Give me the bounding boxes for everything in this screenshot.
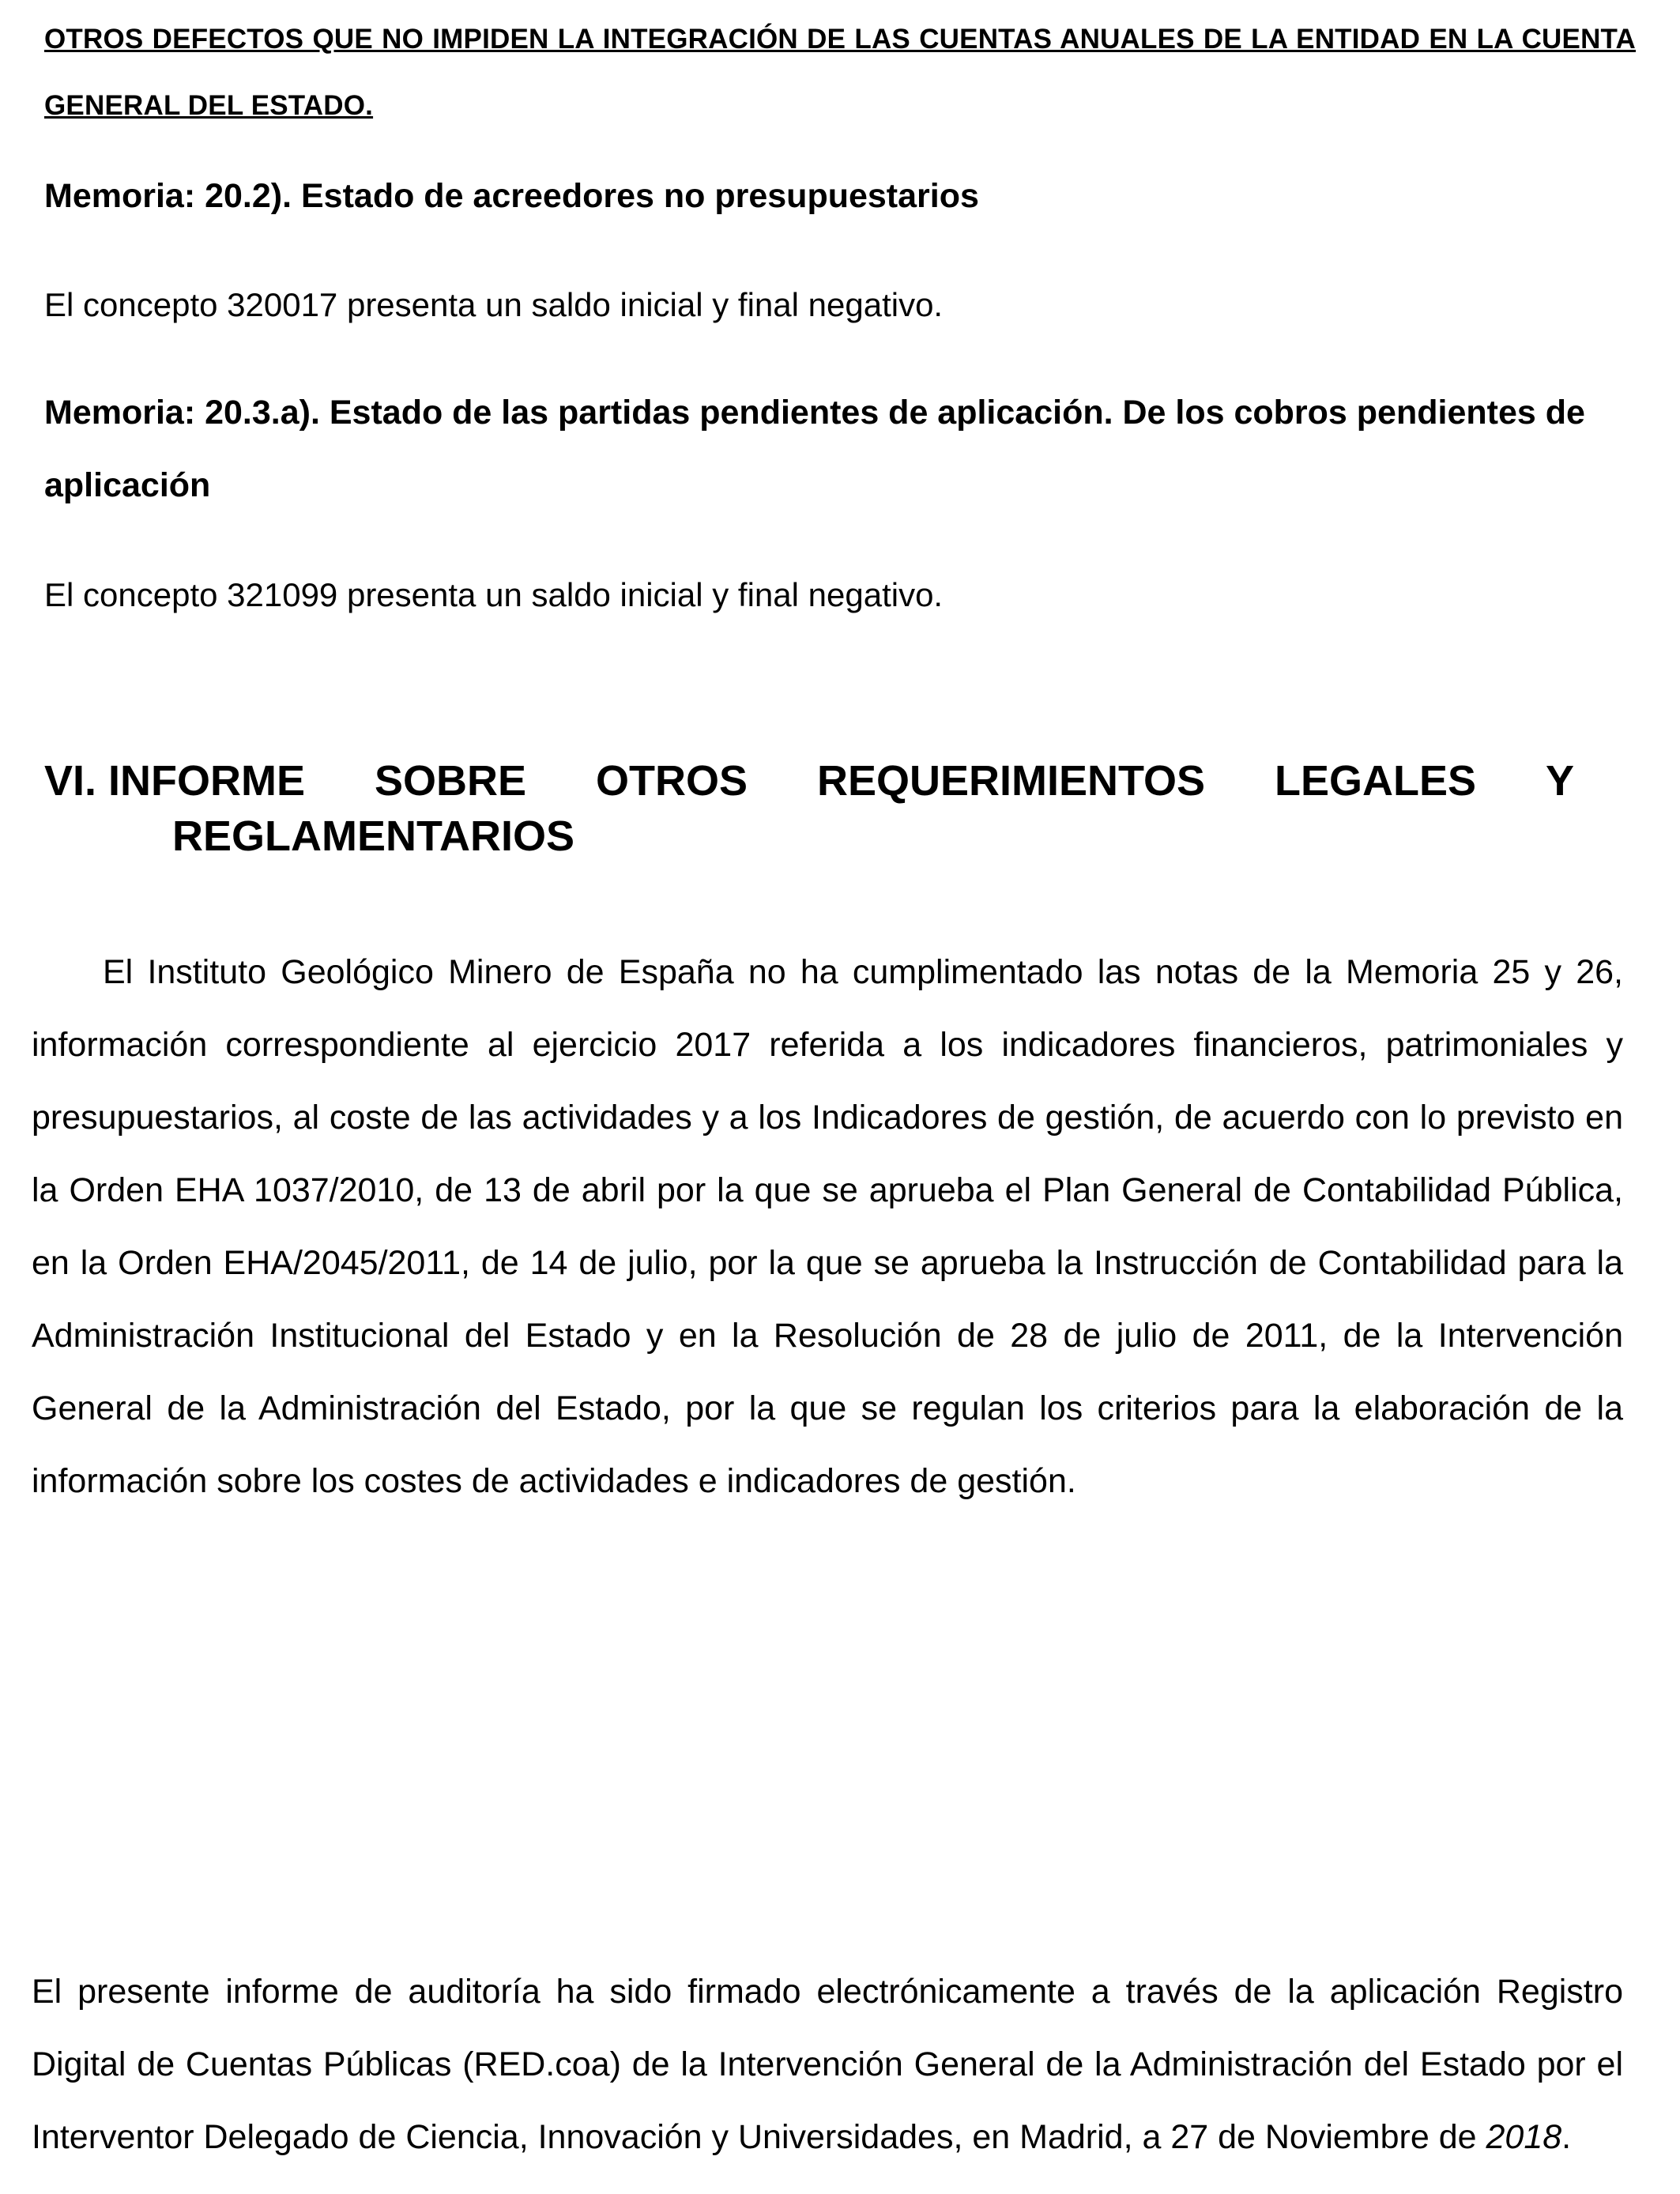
section-vi-title-word: INFORME — [108, 757, 306, 805]
memoria-20-3-heading: Memoria: 20.3.a). Estado de las partidas pendientes de aplicación. De los cobros pendientes de aplicación — [44, 394, 1585, 504]
section-vi-title-word: Y — [1545, 757, 1574, 805]
section-vi-title-word — [44, 748, 305, 814]
section-vi-title-word: REQUERIMIENTOS — [816, 757, 1206, 805]
closing-text: El presente informe de auditoría ha sido firmado electrónicamente a través de la aplicación Registro Digital de Cuentas Públicas (RED.coa) de la Intervención General de la Administración del Estado por el Interventor Delegado de Ciencia, Innovación y Universidades, en Madrid, a 27 de Noviembre de — [32, 1973, 1623, 2156]
section-vi-title-word: LEGALES — [1274, 757, 1477, 805]
section-vi-title-line1 — [44, 748, 1574, 814]
defects-heading: OTROS DEFECTOS QUE NO IMPIDEN LA INTEGRACIÓN DE LAS CUENTAS ANUALES DE LA ENTIDAD EN LA CUENTA GENERAL DEL ESTADO. — [44, 24, 1636, 121]
section-vi-title — [44, 748, 1590, 858]
closing-paragraph — [32, 1955, 1623, 2173]
memoria-20-3-text: El concepto 321099 presenta un saldo inicial y final negativo. — [44, 576, 944, 613]
section-vi-title-word: SOBRE — [375, 757, 527, 805]
closing-year: 2018 — [1486, 2118, 1562, 2156]
memoria-20-2-heading: Memoria: 20.2). Estado de acreedores no presupuestarios — [44, 177, 979, 215]
section-vi-title-line2: REGLAMENTARIOS — [172, 812, 574, 860]
section-vi-number: VI. — [44, 757, 97, 805]
section-vi-title-word: OTROS — [596, 757, 748, 805]
memoria-20-2-text: El concepto 320017 presenta un saldo inicial y final negativo. — [44, 286, 944, 323]
section-vi-paragraph: El Instituto Geológico Minero de España no ha cumplimentado las notas de la Memoria 25 y 26, información correspondiente al ejercicio 2017 referida a los indicadores financieros, patrimoniales y presupuestarios, al coste de las actividades y a los Indicadores de gestión, de acuerdo con lo previsto en la Orden EHA 1037/2010, de 13 de abril por la que se aprueba el Plan General de Contabilidad Pública, en la Orden EHA/2045/2011, de 14 de julio, por la que se aprueba la Instrucción de Contabilidad para la Administración Institucional del Estado y en la Resolución de 28 de julio de 2011, de la Intervención General de la Administración del Estado, por la que se regulan los criterios para la elaboración de la información sobre los costes de actividades e indicadores de gestión. — [32, 953, 1623, 1500]
closing-period: . — [1561, 2118, 1572, 2156]
